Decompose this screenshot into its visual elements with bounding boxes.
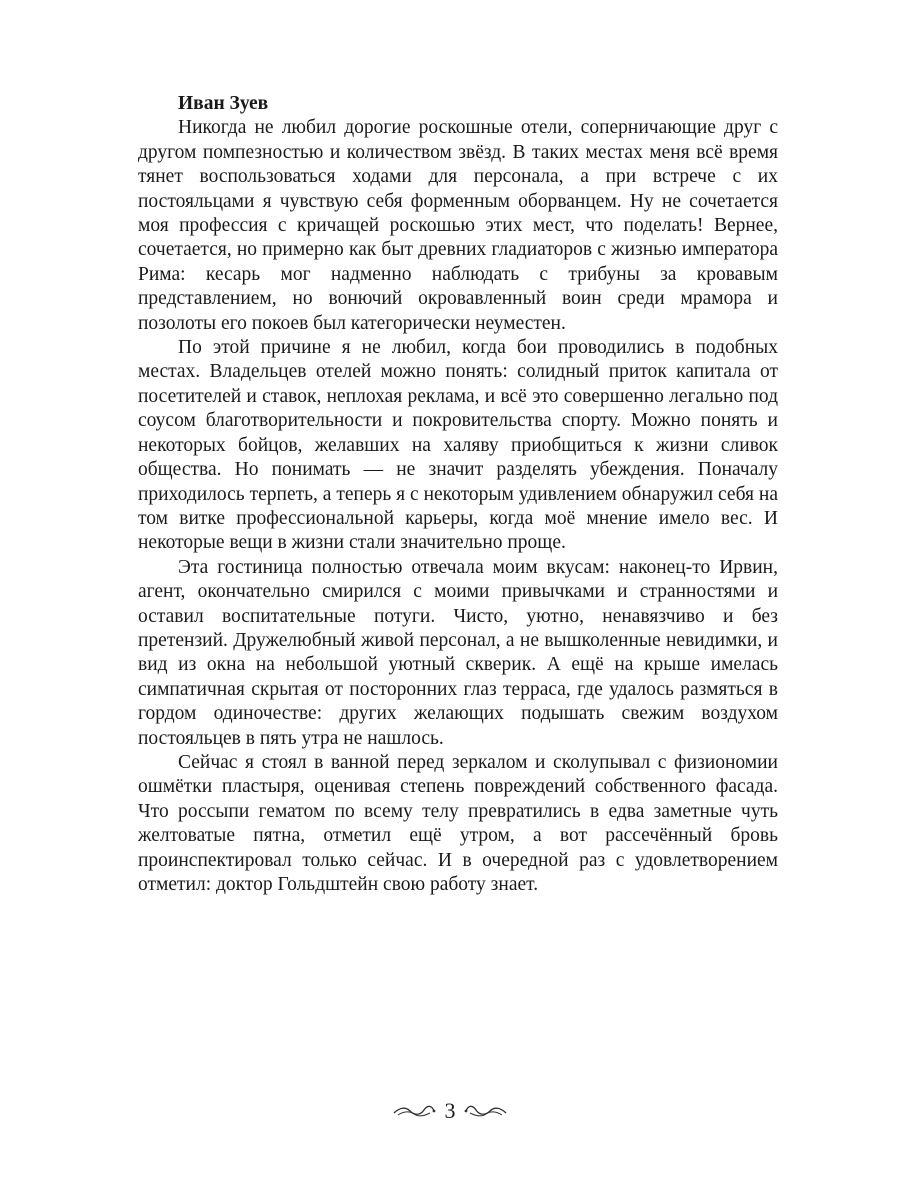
page-text: [138, 92, 778, 897]
paragraph-2: По этой причине я не любил, когда бои проводились в подобных местах. Владельцев отелей можно понять: солидный приток капитала от посетителей и ставок, неплохая реклама, и всё это совершенно легально под соусом благотворительности и покровительства спорту. Можно понять и некоторых бойцов, желавших на халяву приобщиться к жизни сливок общества. Но понимать — не значит разделять убеждения. Поначалу приходилось терпеть, а теперь я с некоторым удивлением обнаружил себя на том витке профессиональной карьеры, когда моё мнение имело вес. И некоторые вещи в жизни стали значительно проще.: [138, 337, 778, 554]
page-footer: [0, 1094, 900, 1126]
page-number: 3: [444, 1097, 456, 1123]
paragraph-3: Эта гостиница полностью отвечала моим вкусам: наконец-то Ирвин, агент, окончательно смирился с моими привычками и странностями и оставил воспитательные потуги. Чисто, уютно, ненавязчиво и без претензий. Дружелюбный живой персонал, а не вышколенные невидимки, и вид из окна на небольшой уютный скверик. А ещё на крыше имелась симпатичная скрытая от посторонних глаз терраса, где удалось размяться в гордом одиночестве: других желающих подышать свежим воздухом постояльцев в пять утра не нашлось.: [138, 556, 778, 749]
paragraph-4: Сейчас я стоял в ванной перед зеркалом и сколупывал с физиономии ошмётки пластыря, оценивая степень повреждений собственного фасада. Что россыпи гематом по всему телу превратились в едва заметные чуть желтоватые пятна, отметил ещё утром, а вот рассечённый бровь проинспектировал только сейчас. И в очередной раз с удовлетворением отметил: доктор Гольдштейн свою работу знает.: [138, 751, 778, 895]
left-ornament-icon: [392, 1104, 436, 1118]
chapter-author: Иван Зуев: [178, 93, 269, 114]
paragraph-1: Никогда не любил дорогие роскошные отели, соперничающие друг с другом помпезностью и количеством звёзд. В таких местах меня всё время тянет воспользоваться ходами для персонала, а при встрече с их постояльцами я чувствую себя форменным оборванцем. Ну не сочетается моя профессия с кричащей роскошью этих мест, что поделать! Вернее, сочетается, но примерно как быт древних гладиаторов с жизнью императора Рима: кесарь мог надменно наблюдать с трибуны за кровавым представлением, но вонючий окровавленный воин среди мрамора и позолоты его покоев был категорически неуместен.: [138, 117, 778, 334]
right-ornament-icon: [464, 1104, 508, 1118]
